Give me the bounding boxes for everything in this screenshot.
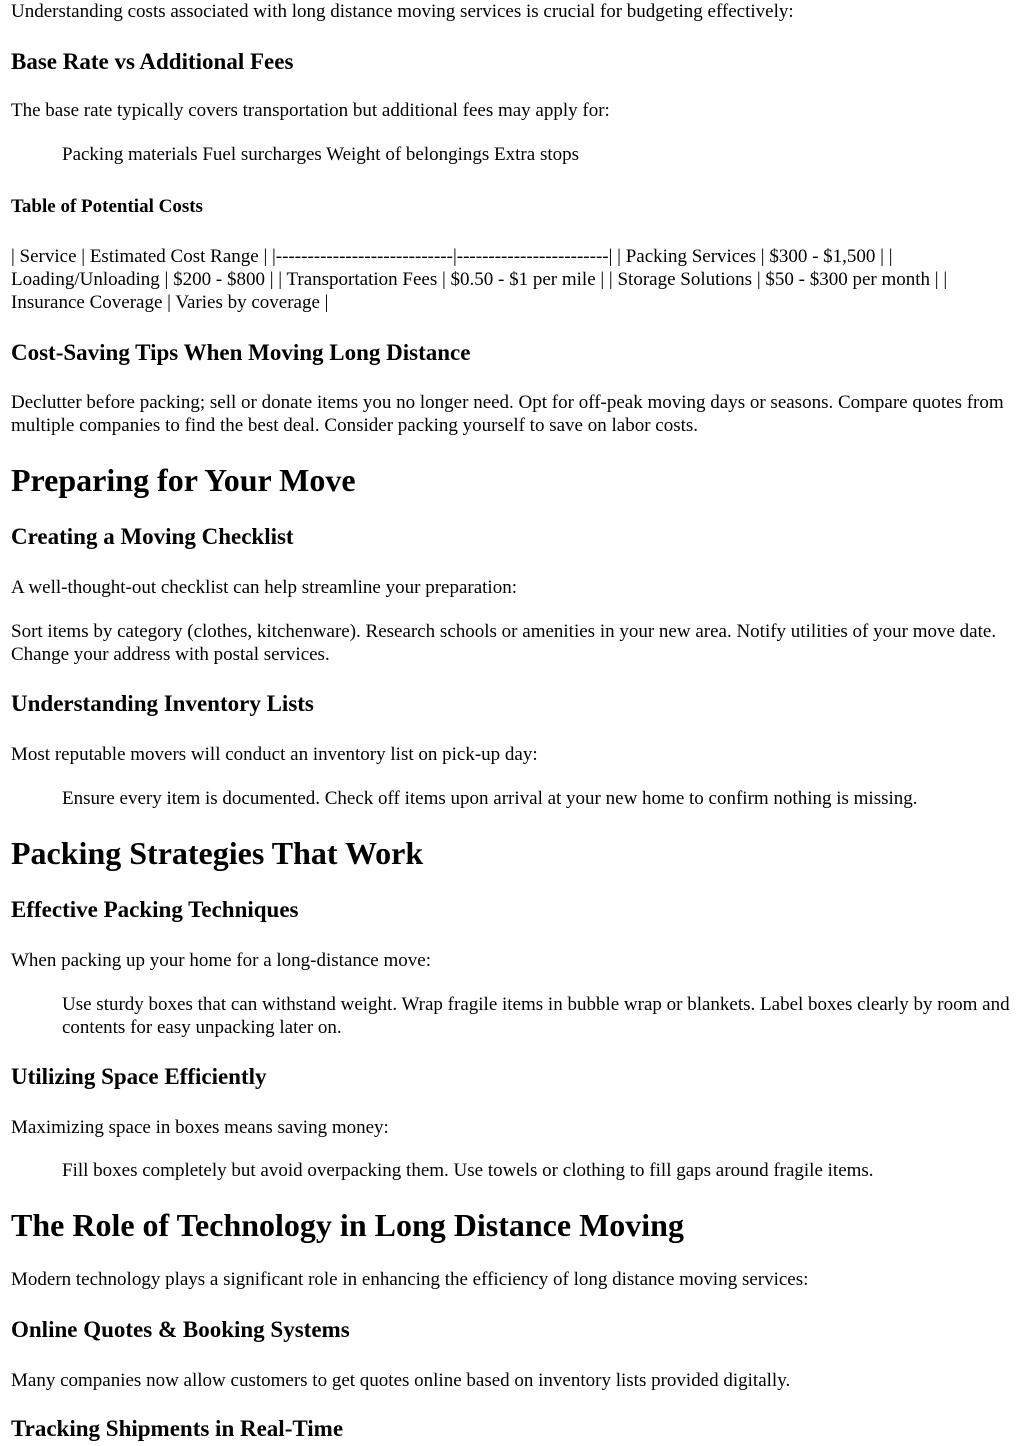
techniques-text: When packing up your home for a long-distance move:	[11, 950, 431, 971]
space-heading: Utilizing Space Efficiently	[11, 1064, 267, 1089]
base-rate-text: The base rate typically covers transportation but additional fees may apply for:	[11, 100, 610, 121]
base-rate-heading: Base Rate vs Additional Fees	[11, 49, 294, 74]
preparing-heading: Preparing for Your Move	[11, 462, 356, 498]
online-heading: Online Quotes & Booking Systems	[11, 1317, 350, 1342]
inventory-items: Ensure every item is documented. Check off items upon arrival at your new home to confirm nothing is missing.	[62, 788, 918, 809]
tracking-heading: Tracking Shipments in Real-Time	[11, 1416, 344, 1441]
space-items: Fill boxes completely but avoid overpacking them. Use towels or clothing to fill gaps around fragile items.	[62, 1160, 874, 1181]
inventory-text: Most reputable movers will conduct an inventory list on pick-up day:	[11, 744, 538, 765]
base-rate-list: Packing materials Fuel surcharges Weight of belongings Extra stops	[62, 144, 580, 165]
technology-text: Modern technology plays a significant role in enhancing the efficiency of long distance moving services:	[11, 1269, 809, 1290]
potential-costs-raw-table: | Service | Estimated Cost Range | |----------------------------|------------------------| | Packing Services | $300 - $1,500 | | Loading/Unloading | $200 - $800 | | Transportation Fees | $0.50 - $1 per mile | | Storage Solutions | $50 - $300 per month | | Insurance Coverage | Varies by coverage |	[11, 246, 948, 313]
techniques-items: Use sturdy boxes that can withstand weight. Wrap fragile items in bubble wrap or blankets. Label boxes clearly by room and contents for easy unpacking later on.	[62, 994, 1010, 1038]
online-text: Many companies now allow customers to get quotes online based on inventory lists provided digitally.	[11, 1370, 791, 1391]
techniques-heading: Effective Packing Techniques	[11, 897, 299, 922]
checklist-text: A well-thought-out checklist can help streamline your preparation:	[11, 577, 517, 598]
checklist-heading: Creating a Moving Checklist	[11, 524, 294, 549]
potential-costs-heading: Table of Potential Costs	[11, 196, 203, 217]
intro-paragraph: Understanding costs associated with long distance moving services is crucial for budgeting effectively:	[11, 1, 794, 22]
cost-saving-text: Declutter before packing; sell or donate items you no longer need. Opt for off-peak moving days or seasons. Compare quotes from multiple companies to find the best deal. Consider packing yourself to save on labor costs.	[11, 392, 1004, 436]
checklist-items: Sort items by category (clothes, kitchenware). Research schools or amenities in your new area. Notify utilities of your move date. Change your address with postal services.	[11, 621, 997, 665]
space-text: Maximizing space in boxes means saving money:	[11, 1117, 389, 1138]
technology-heading: The Role of Technology in Long Distance Moving	[11, 1207, 684, 1243]
inventory-heading: Understanding Inventory Lists	[11, 691, 314, 716]
cost-saving-heading: Cost-Saving Tips When Moving Long Distance	[11, 340, 471, 365]
packing-heading: Packing Strategies That Work	[11, 835, 424, 871]
